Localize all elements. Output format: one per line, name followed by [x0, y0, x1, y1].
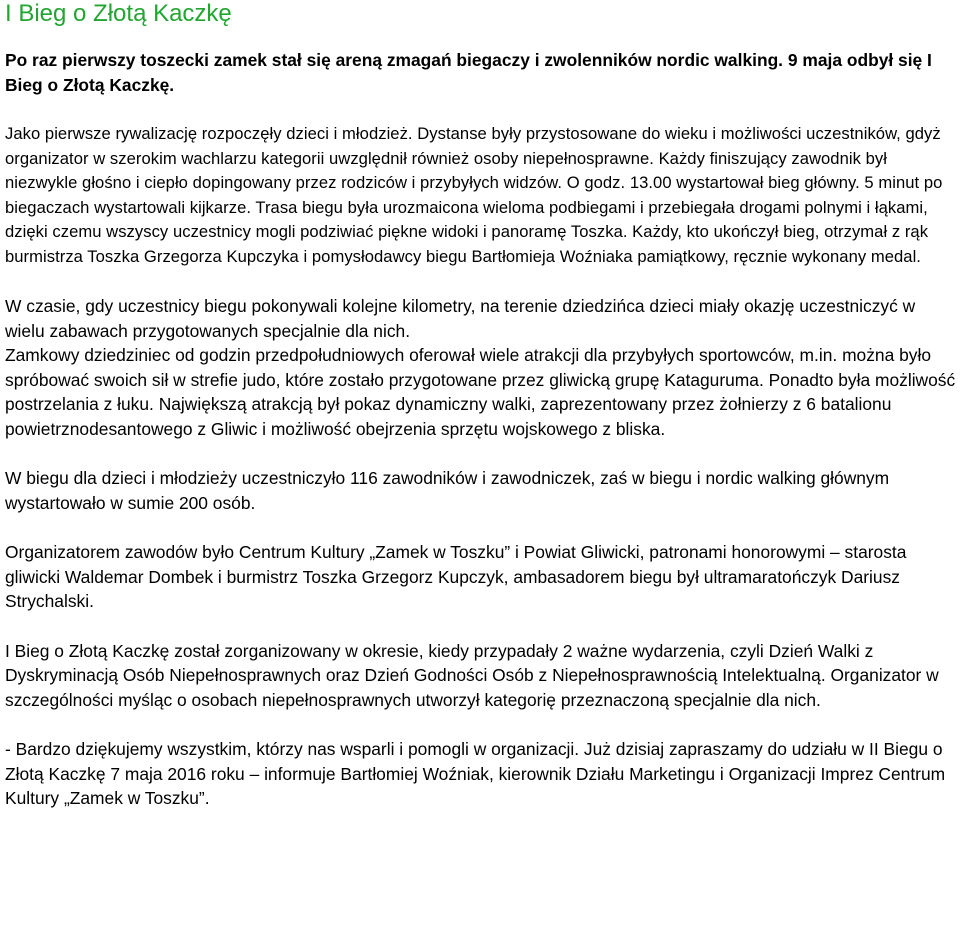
article-lead: Po raz pierwszy toszecki zamek stał się areną zmagań biegaczy i zwolenników nordic walking. 9 maja odbył się I Bieg o Złotą Kaczkę.: [5, 50, 932, 95]
article-paragraph-4: W biegu dla dzieci i młodzieży uczestniczyło 116 zawodników i zawodniczek, zaś w biegu i nordic walking głównym wystartowało w sumie 200 osób.: [5, 468, 890, 513]
article: [5, 0, 957, 811]
article-paragraph-3: Zamkowy dziedziniec od godzin przedpołudniowych oferował wiele atrakcji dla przybyłych sportowców, m.in. można było spróbować swoich sił w strefie judo, które zostało przygotowane przez gliwicką grupę Kataguruma. Ponadto była możliwość postrzelania z łuku. Największą atrakcją był pokaz dynamiczny walki, zaprezentowany przez żołnierzy z 6 batalionu powietrznodesantowego z Gliwic i możliwość obejrzenia sprzętu wojskowego z bliska.: [5, 345, 956, 439]
article-paragraph-5: Organizatorem zawodów było Centrum Kultury „Zamek w Toszku” i Powiat Gliwicki, patronami honorowymi – starosta gliwicki Waldemar Dombek i burmistrz Toszka Grzegorz Kupczyk, ambasadorem biegu był ultramaratończyk Dariusz Strychalski.: [5, 542, 907, 611]
article-paragraph-7: - Bardzo dziękujemy wszystkim, którzy nas wsparli i pomogli w organizacji. Już dzisiaj zapraszamy do udziału w II Biegu o Złotą Kaczkę 7 maja 2016 roku – informuje Bartłomiej Woźniak, kierownik Działu Marketingu i Organizacji Imprez Centrum Kultury „Zamek w Toszku”.: [5, 739, 946, 808]
article-paragraph-6: I Bieg o Złotą Kaczkę został zorganizowany w okresie, kiedy przypadały 2 ważne wydarzenia, czyli Dzień Walki z Dyskryminacją Osób Niepełnosprawnych oraz Dzień Godności Osób z Niepełnosprawnością Intelektualną. Organizator w szczególności myśląc o osobach niepełnosprawnych utworzył kategorię przeznaczoną specjalnie dla nich.: [5, 640, 939, 710]
article-paragraph-2: W czasie, gdy uczestnicy biegu pokonywali kolejne kilometry, na terenie dziedzińca dzieci miały okazję uczestniczyć w wielu zabawach przygotowanych specjalnie dla nich.: [5, 296, 916, 341]
article-paragraph-1: Jako pierwsze rywalizację rozpoczęły dzieci i młodzież. Dystanse były przystosowane do wieku i możliwości uczestników, gdyż organizator w szerokim wachlarzu kategorii uwzględnił również osoby niepełnosprawne. Każdy finiszujący zawodnik był niezwykle głośno i ciepło dopingowany przez rodziców i przybyłych widzów. O godz. 13.00 wystartował bieg główny. 5 minut po biegaczach wystartowali kijkarze. Trasa biegu była urozmaicona wieloma podbiegami i przebiegała drogami polnymi i łąkami, dzięki czemu wszyscy uczestnicy mogli podziwiać piękne widoki i panoramę Toszka. Każdy, kto ukończył bieg, otrzymał z rąk burmistrza Toszka Grzegorza Kupczyka i pomysłodawcy biegu Bartłomieja Woźniaka pamiątkowy, ręcznie wykonany medal.: [5, 124, 943, 266]
article-title: I Bieg o Złotą Kaczkę: [5, 0, 232, 27]
